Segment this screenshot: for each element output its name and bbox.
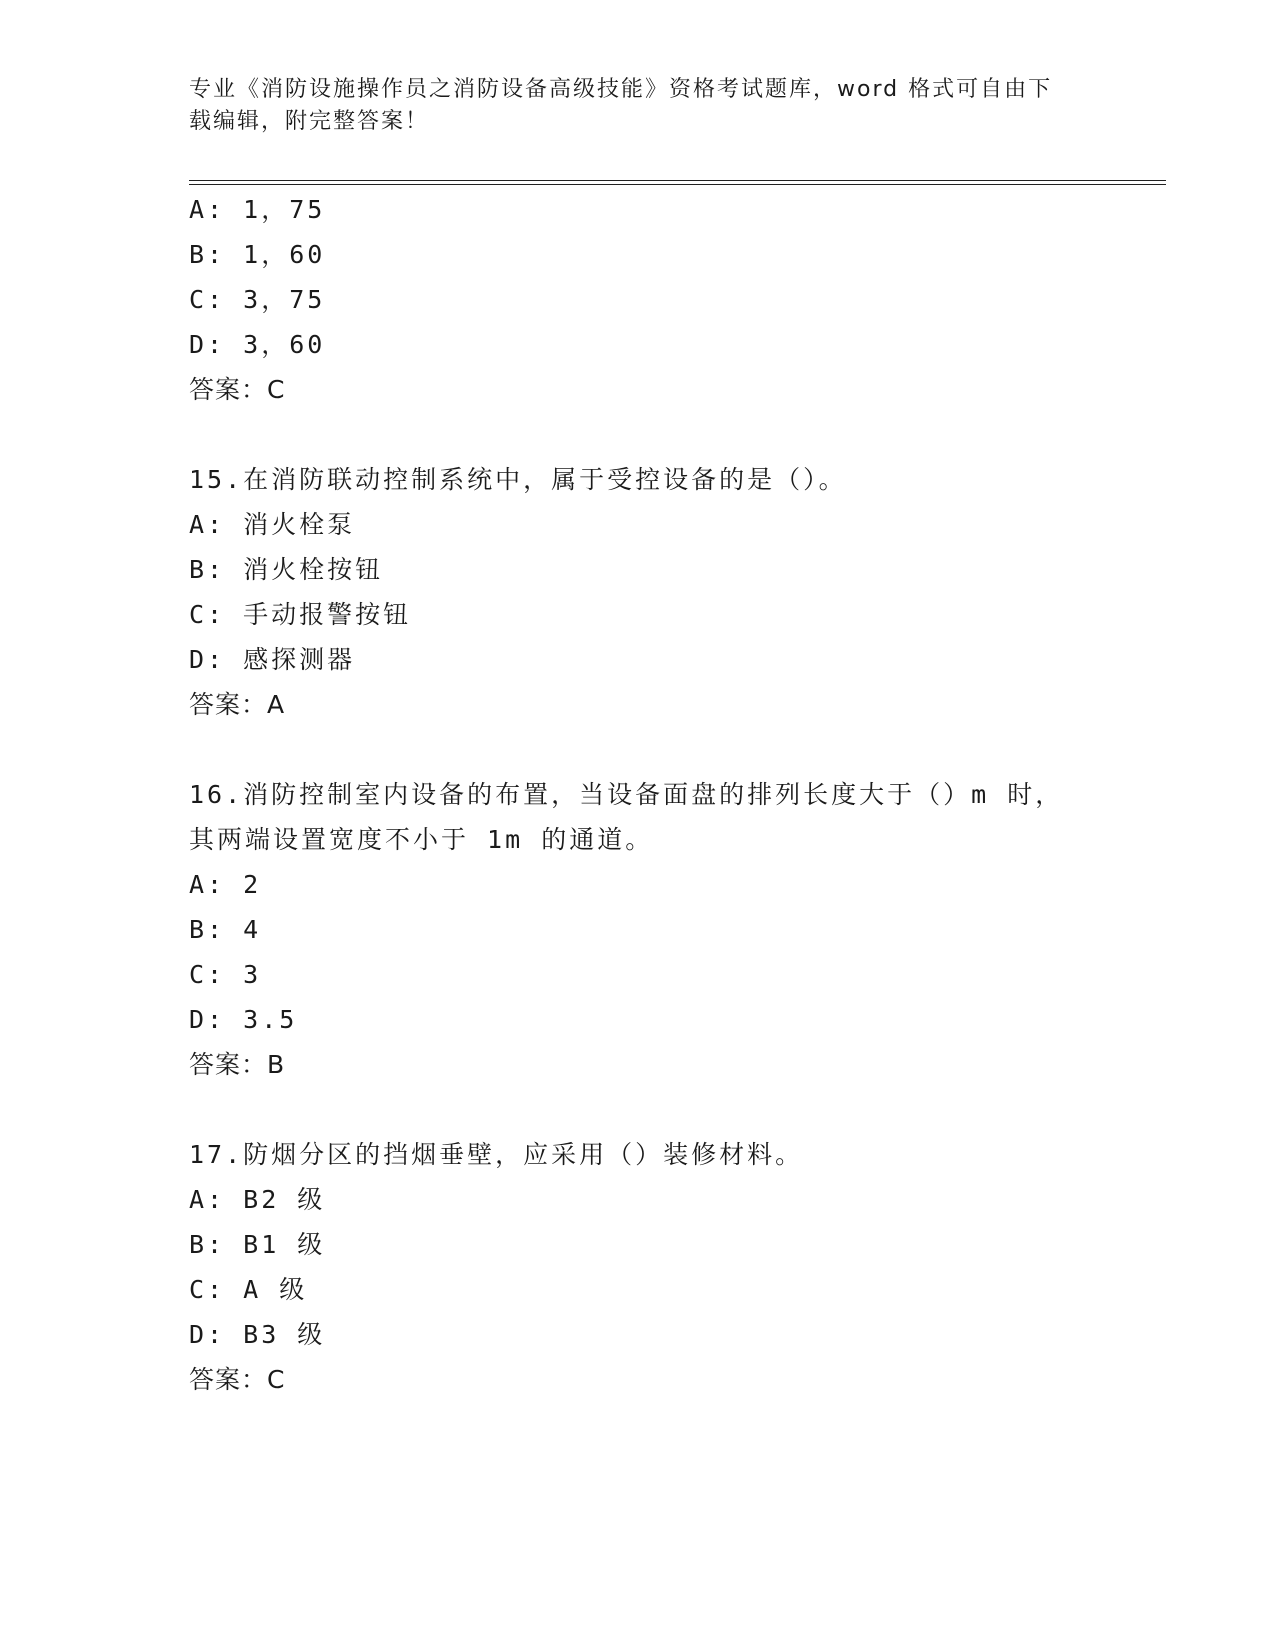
q17-option-d: D: B3 级 (189, 1320, 326, 1349)
q14-option-b: B: 1，60 (189, 240, 326, 269)
q15-answer: 答案：A (189, 690, 286, 719)
header-line-1: 专业《消防设施操作员之消防设备高级技能》资格考试题库，word 格式可自由下 (189, 77, 1053, 102)
q16-option-c: C: 3 (189, 960, 262, 989)
q14-option-c: C: 3，75 (189, 285, 326, 314)
q15-option-a: A: 消火栓泵 (189, 510, 356, 539)
header-line-2: 载编辑，附完整答案！ (189, 109, 430, 134)
q14-answer: 答案：C (189, 375, 286, 404)
q17-question: 17.防烟分区的挡烟垂壁，应采用（）装修材料。 (189, 1140, 804, 1169)
q16-option-a: A: 2 (189, 870, 262, 899)
q15-option-d: D: 感探测器 (189, 645, 356, 674)
q15-option-b: B: 消火栓按钮 (189, 555, 384, 584)
q14-option-d: D: 3，60 (189, 330, 326, 359)
q17-option-c: C: A 级 (189, 1275, 308, 1304)
q15-option-c: C: 手动报警按钮 (189, 600, 412, 629)
q16-question-line-2: 其两端设置宽度不小于 1m 的通道。 (189, 825, 654, 854)
q17-option-b: B: B1 级 (189, 1230, 326, 1259)
q15-question: 15.在消防联动控制系统中，属于受控设备的是（）。 (189, 465, 847, 494)
header-divider-bottom (189, 184, 1166, 185)
q16-option-d: D: 3.5 (189, 1005, 298, 1034)
q16-answer: 答案：B (189, 1050, 286, 1079)
q16-option-b: B: 4 (189, 915, 262, 944)
q16-question-line-1: 16.消防控制室内设备的布置，当设备面盘的排列长度大于（）m 时， (189, 780, 1064, 809)
document-header (189, 74, 1089, 138)
q17-answer: 答案：C (189, 1365, 286, 1394)
q17-option-a: A: B2 级 (189, 1185, 326, 1214)
header-divider-top (189, 180, 1166, 181)
q14-option-a: A: 1，75 (189, 195, 326, 224)
